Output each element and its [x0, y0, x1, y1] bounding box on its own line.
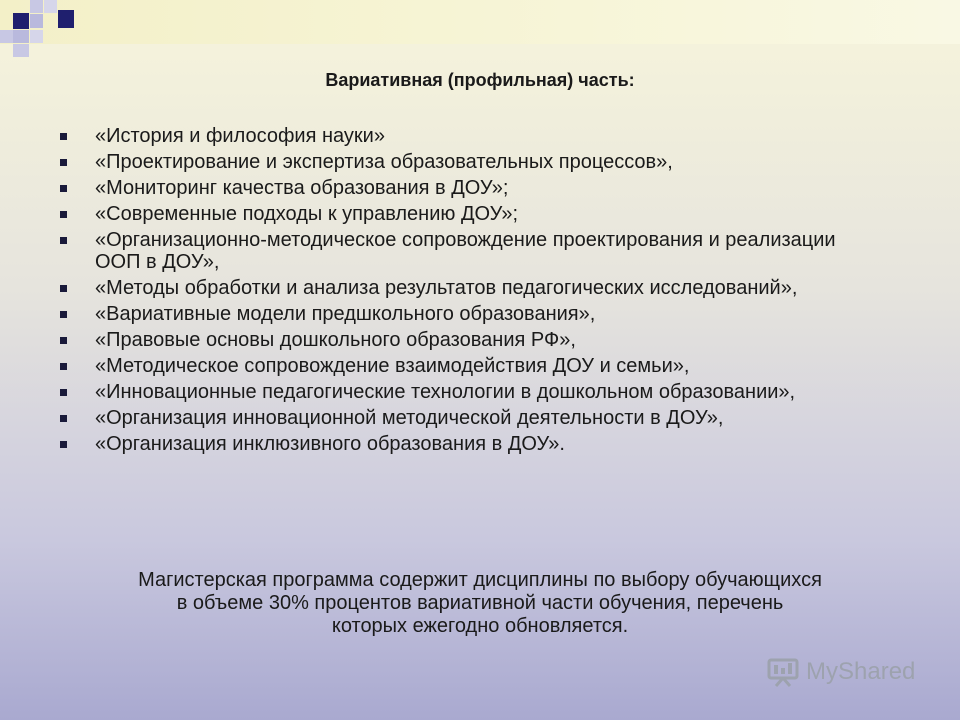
list-item-text: «Проектирование и экспертиза образовательных процессов», [95, 151, 673, 173]
bullet-square-icon [60, 441, 67, 448]
list-item-text: «Современные подходы к управлению ДОУ»; [95, 203, 519, 225]
list-item-text: «Мониторинг качества образования в ДОУ»; [95, 177, 509, 199]
course-list [60, 125, 880, 459]
watermark-text: MyShared [806, 658, 916, 685]
myshared-watermark [766, 657, 915, 687]
program-summary [40, 569, 920, 638]
list-item [60, 303, 880, 325]
list-item [60, 203, 880, 225]
list-item [60, 329, 880, 351]
list-item [60, 125, 880, 147]
corner-square-light [44, 0, 57, 13]
corner-square-dark [58, 10, 74, 28]
bullet-square-icon [60, 211, 67, 218]
corner-square-dark [13, 13, 29, 29]
list-item [60, 151, 880, 173]
corner-square-light [30, 30, 43, 43]
list-item-text: «История и философия науки» [95, 125, 385, 147]
bullet-square-icon [60, 237, 67, 244]
bullet-square-icon [60, 285, 67, 292]
slide-title: Вариативная (профильная) часть: [325, 70, 635, 90]
list-item-text: «Правовые основы дошкольного образования РФ», [95, 329, 576, 351]
list-item-text: «Инновационные педагогические технологии в дошкольном образовании», [95, 381, 796, 403]
bullet-square-icon [60, 389, 67, 396]
list-item [60, 381, 880, 403]
summary-line: в объеме 30% процентов вариативной части обучения, перечень [176, 592, 784, 614]
summary-line: которых ежегодно обновляется. [331, 615, 629, 637]
list-item-text: «Организация инклюзивного образования в ДОУ». [95, 433, 565, 455]
corner-square-light [30, 14, 43, 28]
corner-square-light [13, 30, 29, 43]
summary-line: Магистерская программа содержит дисциплины по выбору обучающихся [138, 569, 822, 591]
list-item [60, 355, 880, 377]
corner-square-light [30, 0, 43, 13]
bullet-square-icon [60, 185, 67, 192]
list-item-text: «Организация инновационной методической деятельности в ДОУ», [95, 407, 724, 429]
corner-square-light [0, 30, 13, 43]
list-item [60, 433, 880, 455]
bullet-square-icon [60, 133, 67, 140]
bullet-square-icon [60, 415, 67, 422]
presentation-board-icon [766, 657, 800, 687]
list-item [60, 229, 880, 273]
bullet-square-icon [60, 159, 67, 166]
corner-square-light [13, 44, 29, 57]
bullet-square-icon [60, 311, 67, 318]
header-band [0, 0, 960, 44]
list-item-text: «Методы обработки и анализа результатов педагогических исследований», [95, 277, 798, 299]
bullet-square-icon [60, 363, 67, 370]
corner-decoration [0, 0, 80, 60]
list-item [60, 177, 880, 199]
bullet-square-icon [60, 337, 67, 344]
list-item-text: «Вариативные модели предшкольного образования», [95, 303, 596, 325]
list-item [60, 407, 880, 429]
list-item-text: «Методическое сопровождение взаимодействия ДОУ и семьи», [95, 355, 690, 377]
list-item [60, 277, 880, 299]
list-item-text: «Организационно-методическое сопровождение проектирования и реализации ООП в ДОУ», [95, 229, 836, 273]
